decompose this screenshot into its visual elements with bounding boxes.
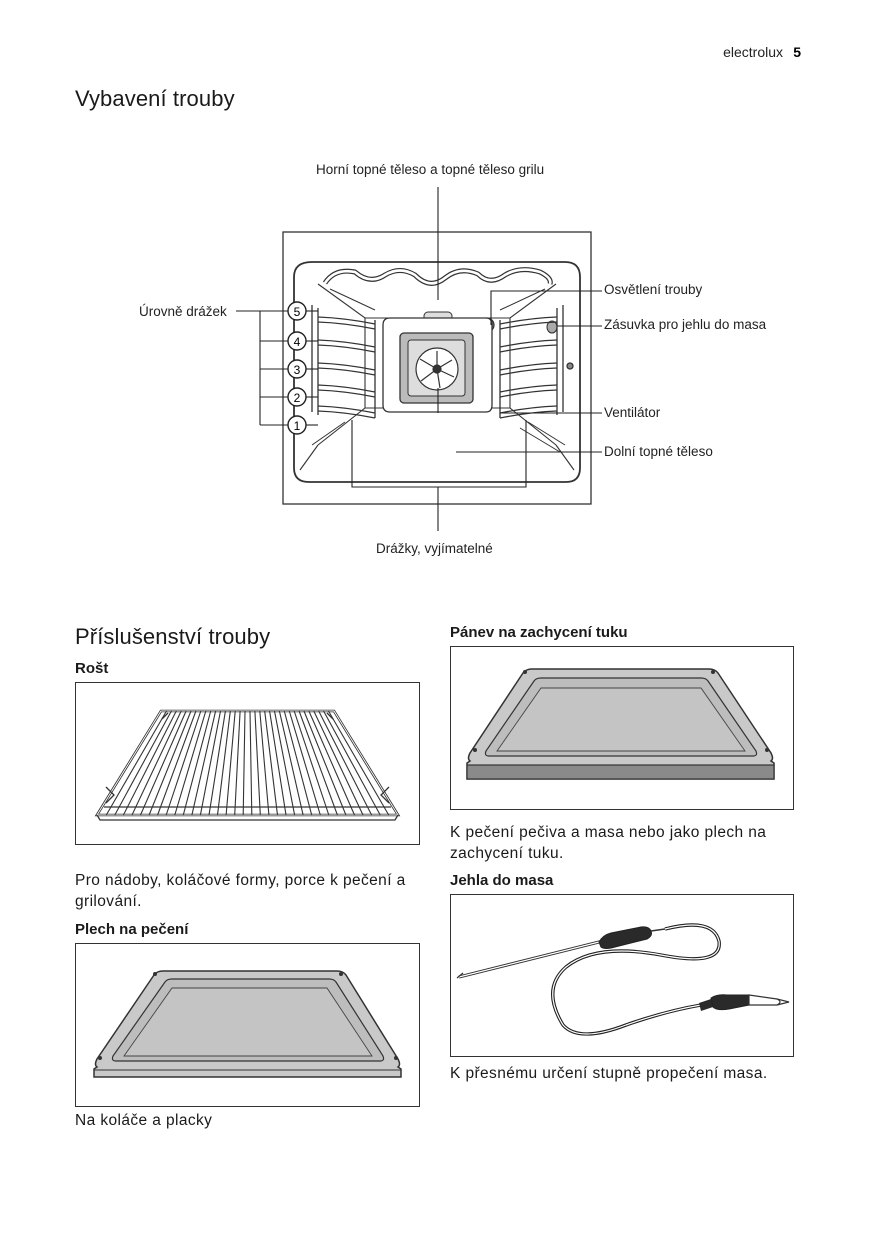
- baking-tray-illustration-frame: [75, 943, 420, 1107]
- section-title-accessories: Příslušenství trouby: [75, 624, 271, 649]
- label-bottom-heater: Dolní topné těleso: [604, 444, 713, 459]
- level-number: 4: [293, 335, 301, 349]
- rack-wire: [235, 711, 240, 815]
- rack-wire: [226, 711, 235, 815]
- rack-wire: [284, 711, 311, 815]
- rack-wire: [132, 711, 181, 815]
- drip-pan-title: Pánev na zachycení tuku: [450, 624, 628, 641]
- rack-illustration: [76, 683, 419, 844]
- drip-pan-illustration: [451, 647, 793, 809]
- meat-probe-illustration-frame: [450, 894, 794, 1057]
- label-top-heater: Horní topné těleso a topné těleso grilu: [316, 162, 545, 177]
- level-number: 1: [293, 419, 301, 433]
- rack-wire: [319, 711, 372, 815]
- label-fan: Ventilátor: [604, 405, 661, 420]
- label-probe-socket: Zásuvka pro jehlu do masa: [604, 317, 767, 332]
- rack-wire: [304, 711, 346, 815]
- level-number: 2: [293, 391, 301, 405]
- rack-wire: [250, 711, 252, 815]
- baking-tray-illustration: [76, 944, 419, 1106]
- rack-wire: [183, 711, 210, 815]
- label-oven-light: Osvětlení trouby: [604, 282, 703, 297]
- drip-pan-illustration-frame: [450, 646, 794, 810]
- label-shelf-levels: Úrovně drážek: [139, 304, 227, 319]
- baking-tray-description: Na koláče a placky: [75, 1112, 213, 1129]
- rack-wire: [106, 711, 166, 815]
- oven-diagram: [0, 0, 875, 600]
- rack-wire: [243, 711, 245, 815]
- label-removable-supports: Drážky, vyjímatelné: [376, 541, 493, 556]
- rack-description: Pro nádoby, koláčové formy, porce k pečení a grilování.: [75, 872, 406, 910]
- brand-name: electrolux: [723, 44, 783, 60]
- baking-tray-title: Plech na pečení: [75, 921, 189, 938]
- drip-pan-description: K pečení pečiva a masa nebo jako plech na zachycení tuku.: [450, 824, 767, 862]
- section-title-oven: Vybavení trouby: [75, 86, 235, 111]
- oven-diagram-svg: [0, 0, 875, 600]
- rack-wire: [218, 711, 231, 815]
- rack-wire: [260, 711, 269, 815]
- rack-illustration-frame: [75, 682, 420, 845]
- meat-probe-illustration: [451, 895, 793, 1056]
- meat-probe-title: Jehla do masa: [450, 872, 554, 889]
- rack-wire: [329, 711, 389, 815]
- page-number: 5: [793, 44, 801, 60]
- rack-wire: [314, 711, 363, 815]
- level-number: 3: [293, 363, 301, 377]
- level-number: 5: [293, 305, 301, 319]
- rack-title: Rošt: [75, 660, 109, 677]
- meat-probe-description: K přesnému určení stupně propečení masa.: [450, 1065, 768, 1082]
- rack-wire: [265, 711, 278, 815]
- rack-wire: [149, 711, 191, 815]
- rack-wire: [255, 711, 260, 815]
- rack-wire: [123, 711, 176, 815]
